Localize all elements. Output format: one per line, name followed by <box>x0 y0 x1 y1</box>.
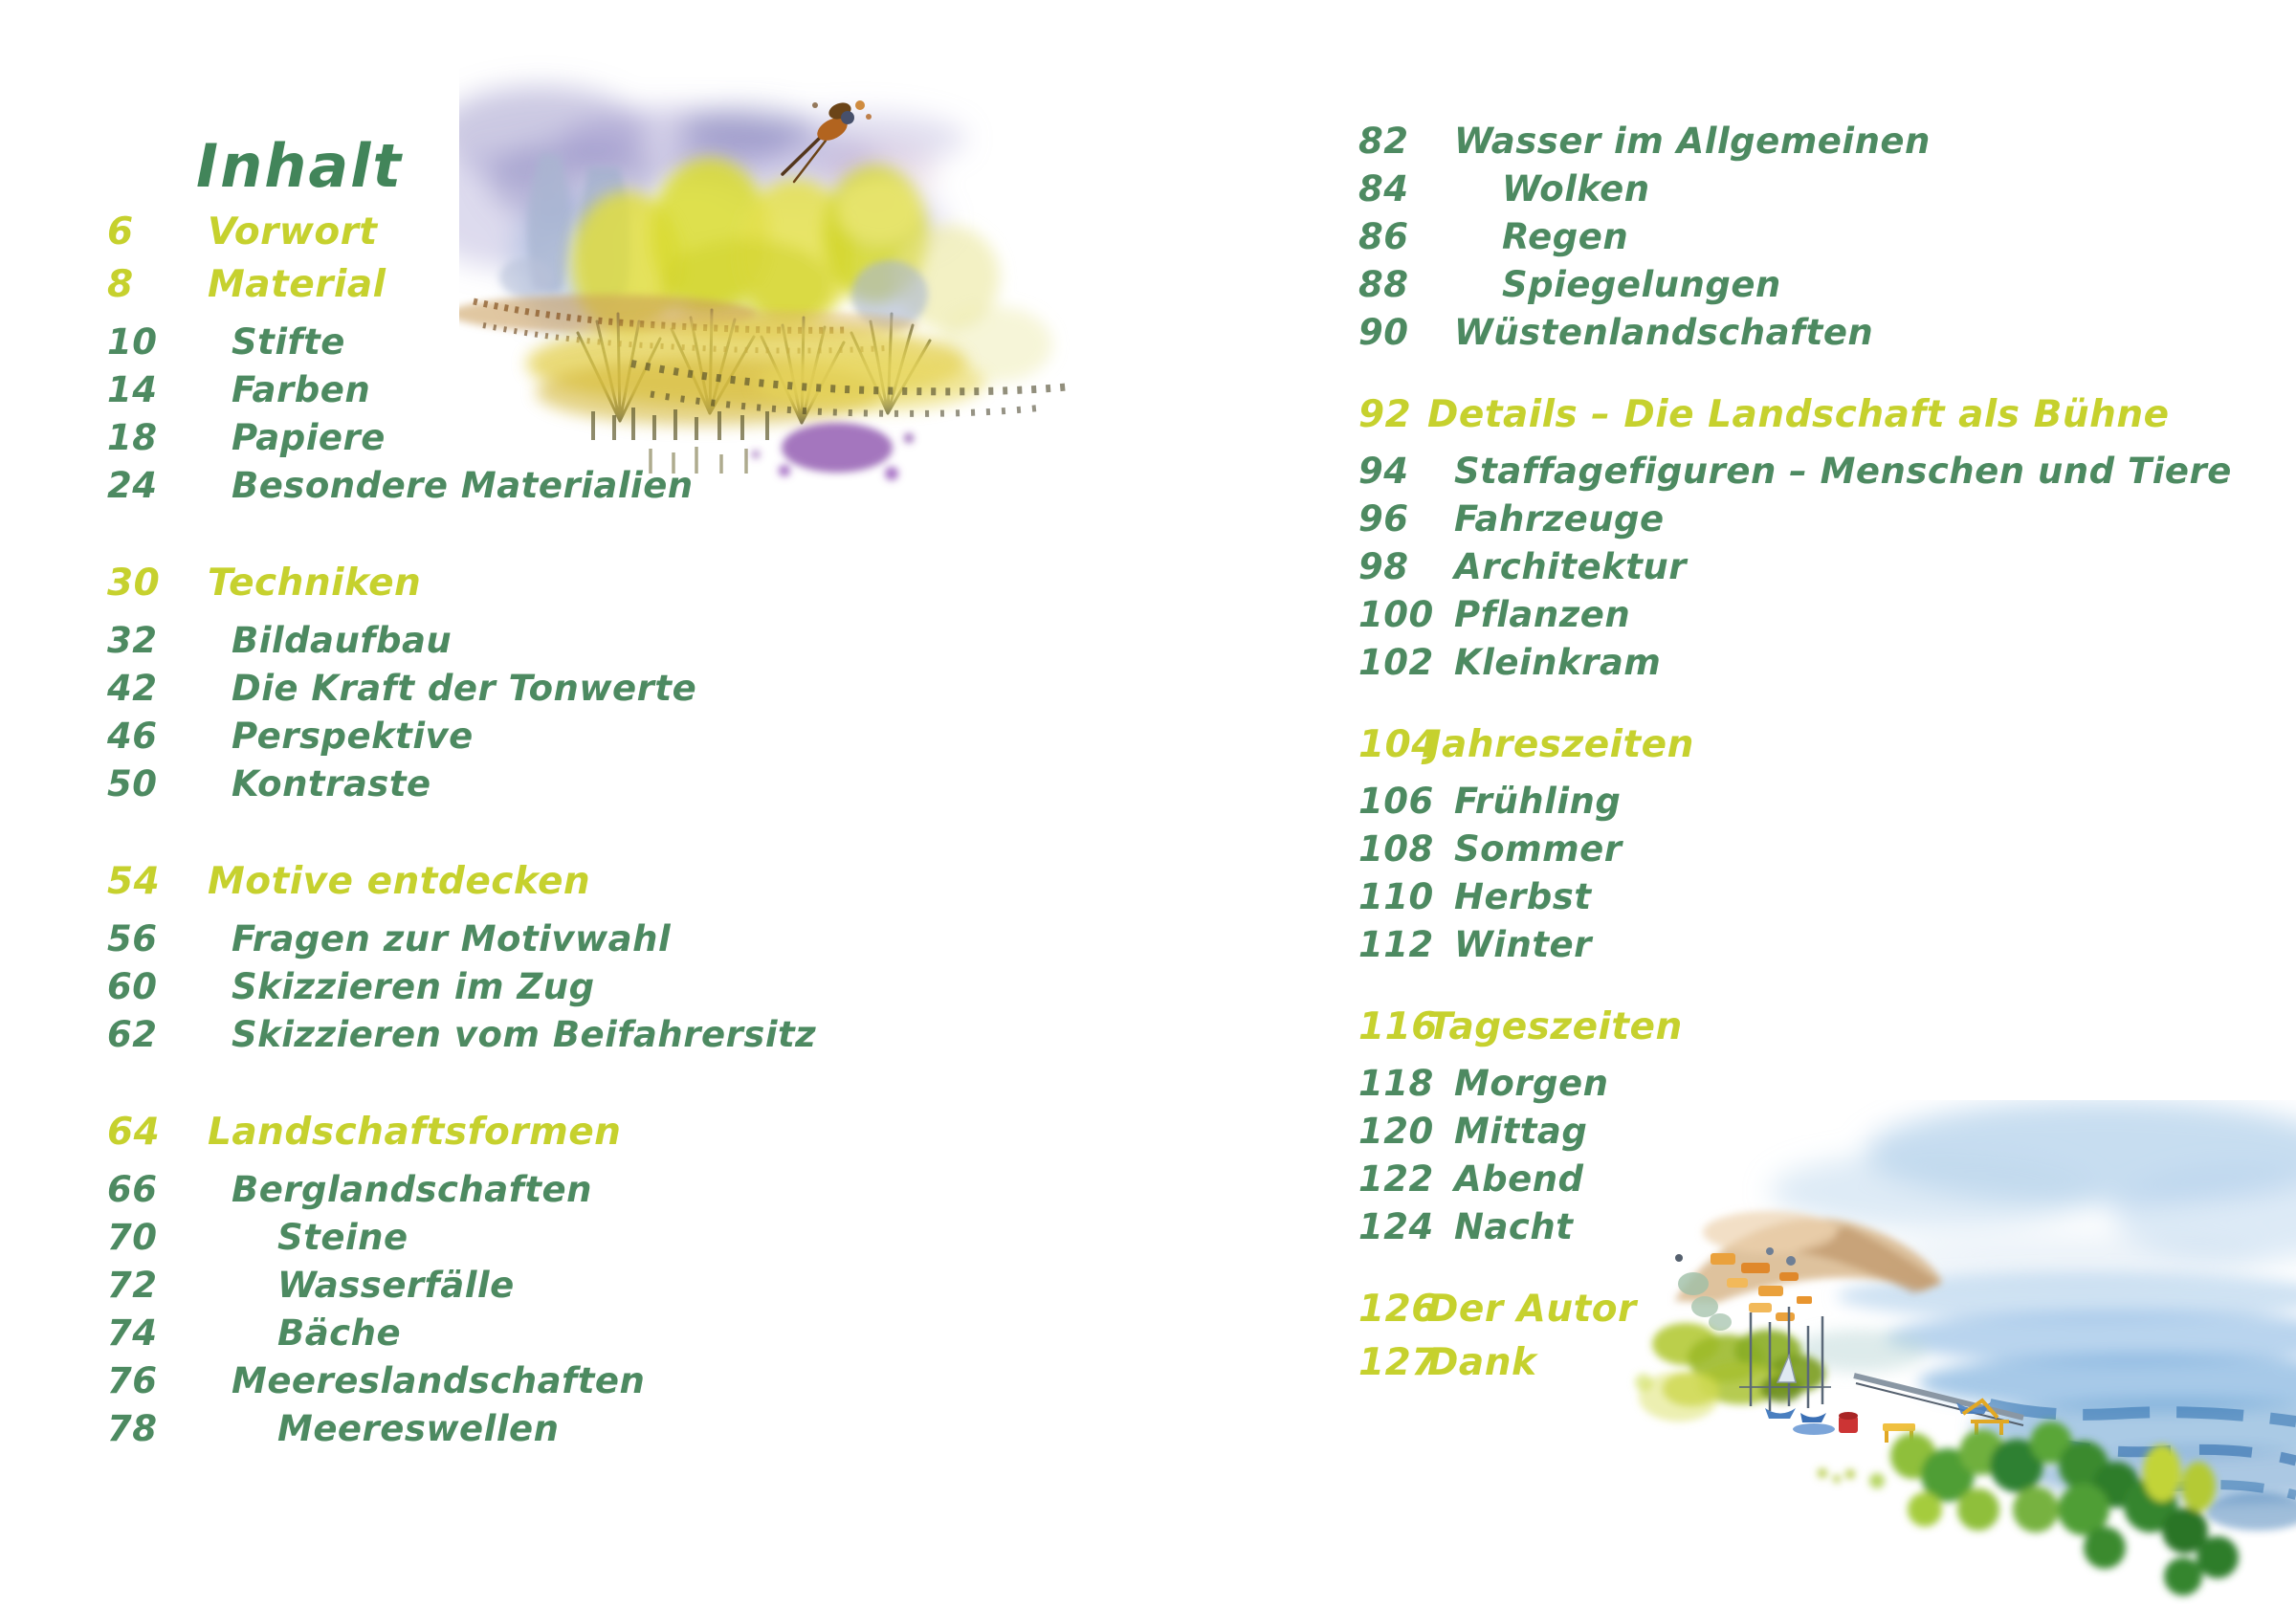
toc-row <box>107 1213 816 1261</box>
toc-row <box>1358 638 2232 686</box>
toc-entry-label: Der Autor <box>1427 1287 1637 1331</box>
toc-entry-label: Bäche <box>277 1311 402 1354</box>
toc-page-number: 18 <box>107 416 158 458</box>
toc-page-number: 70 <box>107 1216 158 1258</box>
toc-row <box>1358 495 2232 542</box>
toc-row <box>107 1165 816 1213</box>
foreground-bushes <box>1818 1422 2239 1596</box>
toc-entry-label: Wasser im Allgemeinen <box>1454 120 1931 162</box>
toc-page-number: 102 <box>1358 641 1434 683</box>
toc-row <box>1358 872 2232 920</box>
toc-entry-label: Wasserfälle <box>277 1264 515 1306</box>
toc-page-number: 96 <box>1358 497 1409 540</box>
toc-entry-label: Landschaftsformen <box>208 1110 622 1154</box>
toc-row <box>107 616 816 664</box>
toc-entry-label: Abend <box>1454 1157 1584 1200</box>
toc-page-number: 66 <box>107 1168 158 1210</box>
toc-row <box>1358 308 2232 356</box>
toc-row <box>1358 777 2232 825</box>
toc-page-number: 14 <box>107 368 158 410</box>
toc-page-number: 122 <box>1358 1157 1434 1200</box>
toc-page-number: 116 <box>1358 1004 1438 1048</box>
toc-page-number: 42 <box>107 667 158 709</box>
toc-page-number: 82 <box>1358 120 1409 162</box>
toc-row <box>1358 1003 2232 1050</box>
toc-row <box>107 318 816 365</box>
toc-page-number: 120 <box>1358 1110 1434 1152</box>
toc-page-number: 56 <box>107 917 158 959</box>
toc-entry-label: Fahrzeuge <box>1454 497 1665 540</box>
toc-row <box>1358 920 2232 968</box>
toc-page-number: 76 <box>107 1359 158 1401</box>
toc-entry-label: Techniken <box>208 561 422 605</box>
toc-page-number: 112 <box>1358 923 1434 965</box>
toc-entry-label: Mittag <box>1454 1110 1588 1152</box>
toc-page-number: 94 <box>1358 450 1409 492</box>
toc-page-number: 72 <box>107 1264 158 1306</box>
toc-row <box>107 461 816 509</box>
toc-entry-label: Winter <box>1454 923 1592 965</box>
toc-entry-label: Meereswellen <box>277 1407 560 1449</box>
sea-waves <box>1990 1404 2296 1531</box>
toc-entry-label: Dank <box>1427 1340 1537 1384</box>
page-title: Inhalt <box>196 130 404 201</box>
toc-row <box>107 712 816 760</box>
toc-entry-label: Perspektive <box>232 715 474 757</box>
toc-row <box>1358 825 2232 872</box>
toc-page-number: 78 <box>107 1407 158 1449</box>
toc-entry-label: Jahreszeiten <box>1427 722 1694 766</box>
toc-row <box>107 857 816 905</box>
toc-row <box>107 962 816 1010</box>
toc-row <box>1358 1338 2232 1386</box>
toc-row <box>1358 117 2232 165</box>
toc-page-number: 62 <box>107 1013 158 1055</box>
toc-row <box>1358 390 2232 438</box>
toc-page-number: 106 <box>1358 780 1434 822</box>
toc-row <box>1358 542 2232 590</box>
toc-page-number: 46 <box>107 715 158 757</box>
toc-row <box>107 1108 816 1156</box>
toc-page-number: 32 <box>107 619 158 661</box>
toc-entry-label: Kontraste <box>232 762 431 804</box>
toc-entry-label: Frühling <box>1454 780 1622 822</box>
toc-entry-label: Wolken <box>1502 167 1650 209</box>
toc-entry-label: Nacht <box>1454 1205 1574 1247</box>
toc-entry-label: Wüstenlandschaften <box>1454 311 1874 353</box>
toc-page-number: 24 <box>107 464 158 506</box>
toc-row <box>107 760 816 807</box>
toc-entry-label: Die Kraft der Tonwerte <box>232 667 697 709</box>
toc-page-number: 86 <box>1358 215 1409 257</box>
toc-page-number: 104 <box>1358 722 1438 766</box>
toc-entry-label: Architektur <box>1454 545 1688 587</box>
toc-entry-label: Herbst <box>1454 875 1592 917</box>
pheasant-bird-icon <box>783 99 872 182</box>
toc-entry-label: Sommer <box>1454 827 1623 870</box>
toc-entry-label: Spiegelungen <box>1502 263 1781 305</box>
toc-row <box>107 559 816 606</box>
toc-page-number: 60 <box>107 965 158 1007</box>
toc-entry-label: Meereslandschaften <box>232 1359 646 1401</box>
toc-entry-label: Skizzieren im Zug <box>232 965 595 1007</box>
toc-entry-label: Staffagefiguren – Menschen und Tiere <box>1454 450 2232 492</box>
toc-entry-label: Papiere <box>232 416 386 458</box>
toc-page-number: 92 <box>1358 392 1412 436</box>
toc-page-number: 8 <box>107 262 134 306</box>
toc-entry-label: Bildaufbau <box>232 619 453 661</box>
toc-entry-label: Material <box>208 262 386 306</box>
toc-row <box>107 1261 816 1309</box>
toc-row <box>1358 260 2232 308</box>
toc-entry-label: Kleinkram <box>1454 641 1662 683</box>
toc-entry-label: Vorwort <box>208 209 378 253</box>
toc-row <box>107 413 816 461</box>
toc-row <box>107 915 816 962</box>
toc-entry-label: Farben <box>232 368 371 410</box>
toc-page-number: 124 <box>1358 1205 1434 1247</box>
toc-row <box>1358 720 2232 768</box>
toc-page-number: 74 <box>107 1311 158 1354</box>
toc-page-number: 127 <box>1358 1340 1438 1384</box>
toc-entry-label: Stifte <box>232 320 345 363</box>
toc-page-number: 64 <box>107 1110 161 1154</box>
toc-page-number: 54 <box>107 859 161 903</box>
toc-page-number: 90 <box>1358 311 1409 353</box>
toc-page-number: 98 <box>1358 545 1409 587</box>
toc-row <box>107 260 816 308</box>
toc-page-number: 10 <box>107 320 158 363</box>
toc-column-left <box>107 208 816 1452</box>
toc-entry-label: Steine <box>277 1216 408 1258</box>
toc-page-number: 100 <box>1358 593 1434 635</box>
toc-page-number: 118 <box>1358 1062 1434 1104</box>
toc-page-number: 84 <box>1358 167 1409 209</box>
toc-row <box>1358 212 2232 260</box>
toc-page-number: 108 <box>1358 827 1434 870</box>
toc-entry-label: Fragen zur Motivwahl <box>232 917 672 959</box>
toc-entry-label: Motive entdecken <box>208 859 591 903</box>
toc-entry-label: Skizzieren vom Beifahrersitz <box>232 1013 817 1055</box>
toc-page-number: 126 <box>1358 1287 1438 1331</box>
toc-row <box>107 1404 816 1452</box>
toc-entry-label: Berglandschaften <box>232 1168 592 1210</box>
toc-row <box>1358 1202 2232 1250</box>
toc-page-number: 6 <box>107 209 134 253</box>
toc-row <box>107 1309 816 1356</box>
toc-entry-label: Morgen <box>1454 1062 1609 1104</box>
toc-entry-label: Tageszeiten <box>1427 1004 1683 1048</box>
toc-page-number: 110 <box>1358 875 1434 917</box>
toc-page-number: 50 <box>107 762 158 804</box>
toc-row <box>107 1356 816 1404</box>
toc-row <box>107 365 816 413</box>
toc-row <box>1358 590 2232 638</box>
toc-row <box>1358 1285 2232 1333</box>
boulder <box>851 260 928 329</box>
toc-row <box>1358 165 2232 212</box>
toc-row <box>1358 1155 2232 1202</box>
toc-entry-label: Regen <box>1502 215 1629 257</box>
toc-row <box>1358 1059 2232 1107</box>
toc-row <box>1358 1107 2232 1155</box>
toc-row <box>1358 447 2232 495</box>
toc-row <box>107 664 816 712</box>
toc-column-right <box>1358 117 2232 1386</box>
toc-entry-label: Pflanzen <box>1454 593 1631 635</box>
toc-entry-label: Details – Die Landschaft als Bühne <box>1427 392 2170 436</box>
toc-page-number: 30 <box>107 561 161 605</box>
toc-row <box>107 1010 816 1058</box>
toc-row <box>107 208 816 255</box>
toc-page-number: 88 <box>1358 263 1409 305</box>
toc-entry-label: Besondere Materialien <box>232 464 694 506</box>
